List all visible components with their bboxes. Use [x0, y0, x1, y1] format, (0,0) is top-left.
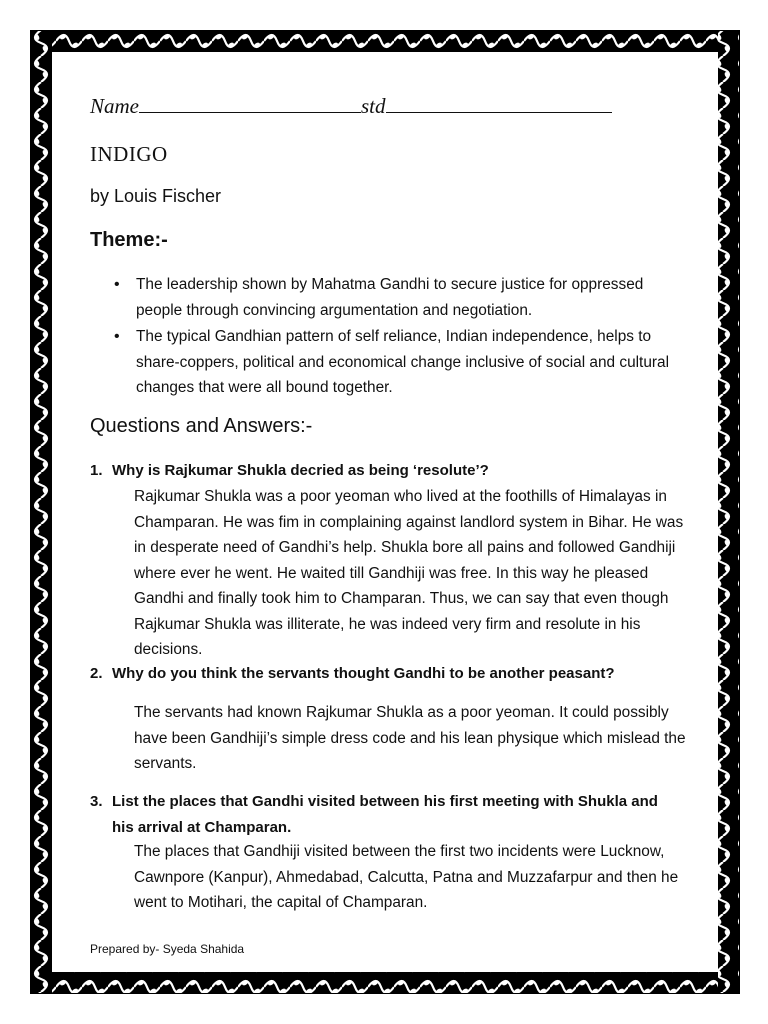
std-blank[interactable]	[386, 96, 612, 113]
name-label: Name	[90, 94, 139, 118]
question-number: 2.	[90, 665, 103, 682]
answer-3: The places that Gandhiji visited between the first two incidents were Lucknow, Cawnpore (Kanpur), Ahmedabad, Calcutta, Patna and Muzzafarpur and then he went to Motihari, the capital of Champaran.	[134, 843, 679, 911]
question-text: Why do you think the servants thought Gandhi to be another peasant?	[112, 665, 615, 682]
footer-credit: Prepared by- Syeda Shahida	[90, 942, 245, 956]
question-text: Why is Rajkumar Shukla decried as being ‘resolute’?	[112, 462, 489, 479]
question-1	[90, 458, 690, 484]
question-number: 1.	[90, 462, 103, 479]
theme-point: • The leadership shown by Mahatma Gandhi to secure justice for oppressed people through convincing argumentation and negotiation.	[136, 272, 676, 323]
author-line: by Louis Fischer	[90, 186, 222, 206]
question-number: 3.	[90, 793, 103, 810]
theme-heading: Theme:-	[90, 229, 168, 251]
question-text: List the places that Gandhi visited between his first meeting with Shukla and	[112, 793, 658, 810]
answer-2: The servants had known Rajkumar Shukla as a poor yeoman. It could possibly have been Gandhiji’s simple dress code and his lean physique which mislead the servants.	[134, 704, 686, 772]
worksheet-page	[52, 52, 718, 972]
answer-1: Rajkumar Shukla was a poor yeoman who lived at the foothills of Himalayas in Champaran. He was fim in complaining against landlord system in Bihar. He was in desperate need of Gandhi’s help. Shukla bore all pains and followed Gandhiji where ever he went. He waited till Gandhiji was free. In this way he pleased Gandhi and finally took him to Champaran. Thus, we can say that even though Rajkumar Shukla was illiterate, he was indeed very firm and resolute in his decisions.	[134, 488, 684, 658]
theme-point: • The typical Gandhian pattern of self reliance, Indian independence, helps to share-coppers, political and economical change inclusive of social and cultural changes that were all bound together.	[136, 324, 676, 401]
name-blank[interactable]	[139, 96, 361, 113]
name-std-line	[90, 94, 612, 119]
theme-list	[136, 272, 676, 402]
qa-heading: Questions and Answers:-	[90, 415, 313, 437]
document-title: INDIGO	[90, 142, 168, 166]
question-text-continued: his arrival at Champaran.	[112, 819, 292, 836]
question-2	[90, 661, 690, 687]
question-3	[90, 789, 690, 841]
std-label: std	[361, 94, 386, 118]
